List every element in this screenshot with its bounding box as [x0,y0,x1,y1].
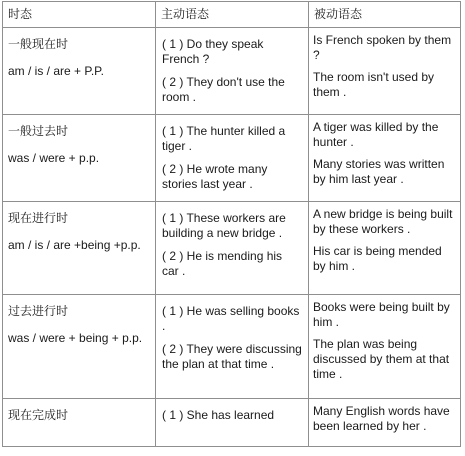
passive-example: A tiger was killed by the hunter . [313,120,439,149]
tense-formula: am / is / are +being +p.p. [8,238,141,252]
table-row [3,115,461,202]
table-row [3,295,461,399]
tense-name: 现在进行时 [8,211,69,225]
passive-cell [309,202,461,295]
passive-example: The room isn't used by them . [313,70,435,99]
tense-formula: was / were + being + p.p. [8,331,143,345]
table-row [3,28,461,115]
header-passive [309,2,461,28]
tense-name: 现在完成时 [8,408,69,422]
table-row [3,399,461,447]
header-active-label: 主动语态 [161,7,210,21]
tense-cell [3,295,156,399]
active-example: ( 2 ) They were discussing the plan at that time . [162,342,302,371]
active-example: ( 1 ) He was selling books . [162,304,300,333]
tense-name: 一般现在时 [8,37,69,51]
tense-name: 一般过去时 [8,124,69,138]
passive-example: Books were being built by him . [313,300,450,329]
tense-formula: am / is / are + P.P. [8,64,104,78]
tense-formula: was / were + p.p. [8,151,100,165]
passive-example: Is French spoken by them ? [313,33,452,62]
header-row [3,2,461,28]
passive-example: The plan was being discussed by them at that time . [313,337,450,381]
active-cell [156,115,309,202]
active-example: ( 2 ) They don't use the room . [162,75,285,104]
active-example: ( 1 ) She has learned [162,408,275,422]
passive-example: His car is being mended by him . [313,244,442,273]
passive-example: Many English words have been learned by her . [313,404,450,433]
tense-cell [3,115,156,202]
passive-cell [309,295,461,399]
table-row [3,202,461,295]
active-cell [156,202,309,295]
header-tense [3,2,156,28]
passive-cell [309,28,461,115]
header-active [156,2,309,28]
passive-example: A new bridge is being built by these workers . [313,207,453,236]
tense-cell [3,28,156,115]
passive-cell [309,115,461,202]
voice-table [2,1,461,447]
active-example: ( 1 ) These workers are building a new bridge . [162,211,286,240]
tense-name: 过去进行时 [8,304,69,318]
active-example: ( 1 ) Do they speak French ? [162,37,264,66]
tense-cell [3,399,156,447]
tense-cell [3,202,156,295]
active-cell [156,295,309,399]
header-passive-label: 被动语态 [314,7,363,21]
active-cell [156,399,309,447]
active-example: ( 1 ) The hunter killed a tiger . [162,124,286,153]
passive-example: Many stories was written by him last year . [313,157,445,186]
active-example: ( 2 ) He wrote many stories last year . [162,162,268,191]
header-tense-label: 时态 [8,7,33,21]
active-example: ( 2 ) He is mending his car . [162,249,283,278]
passive-cell [309,399,461,447]
active-cell [156,28,309,115]
